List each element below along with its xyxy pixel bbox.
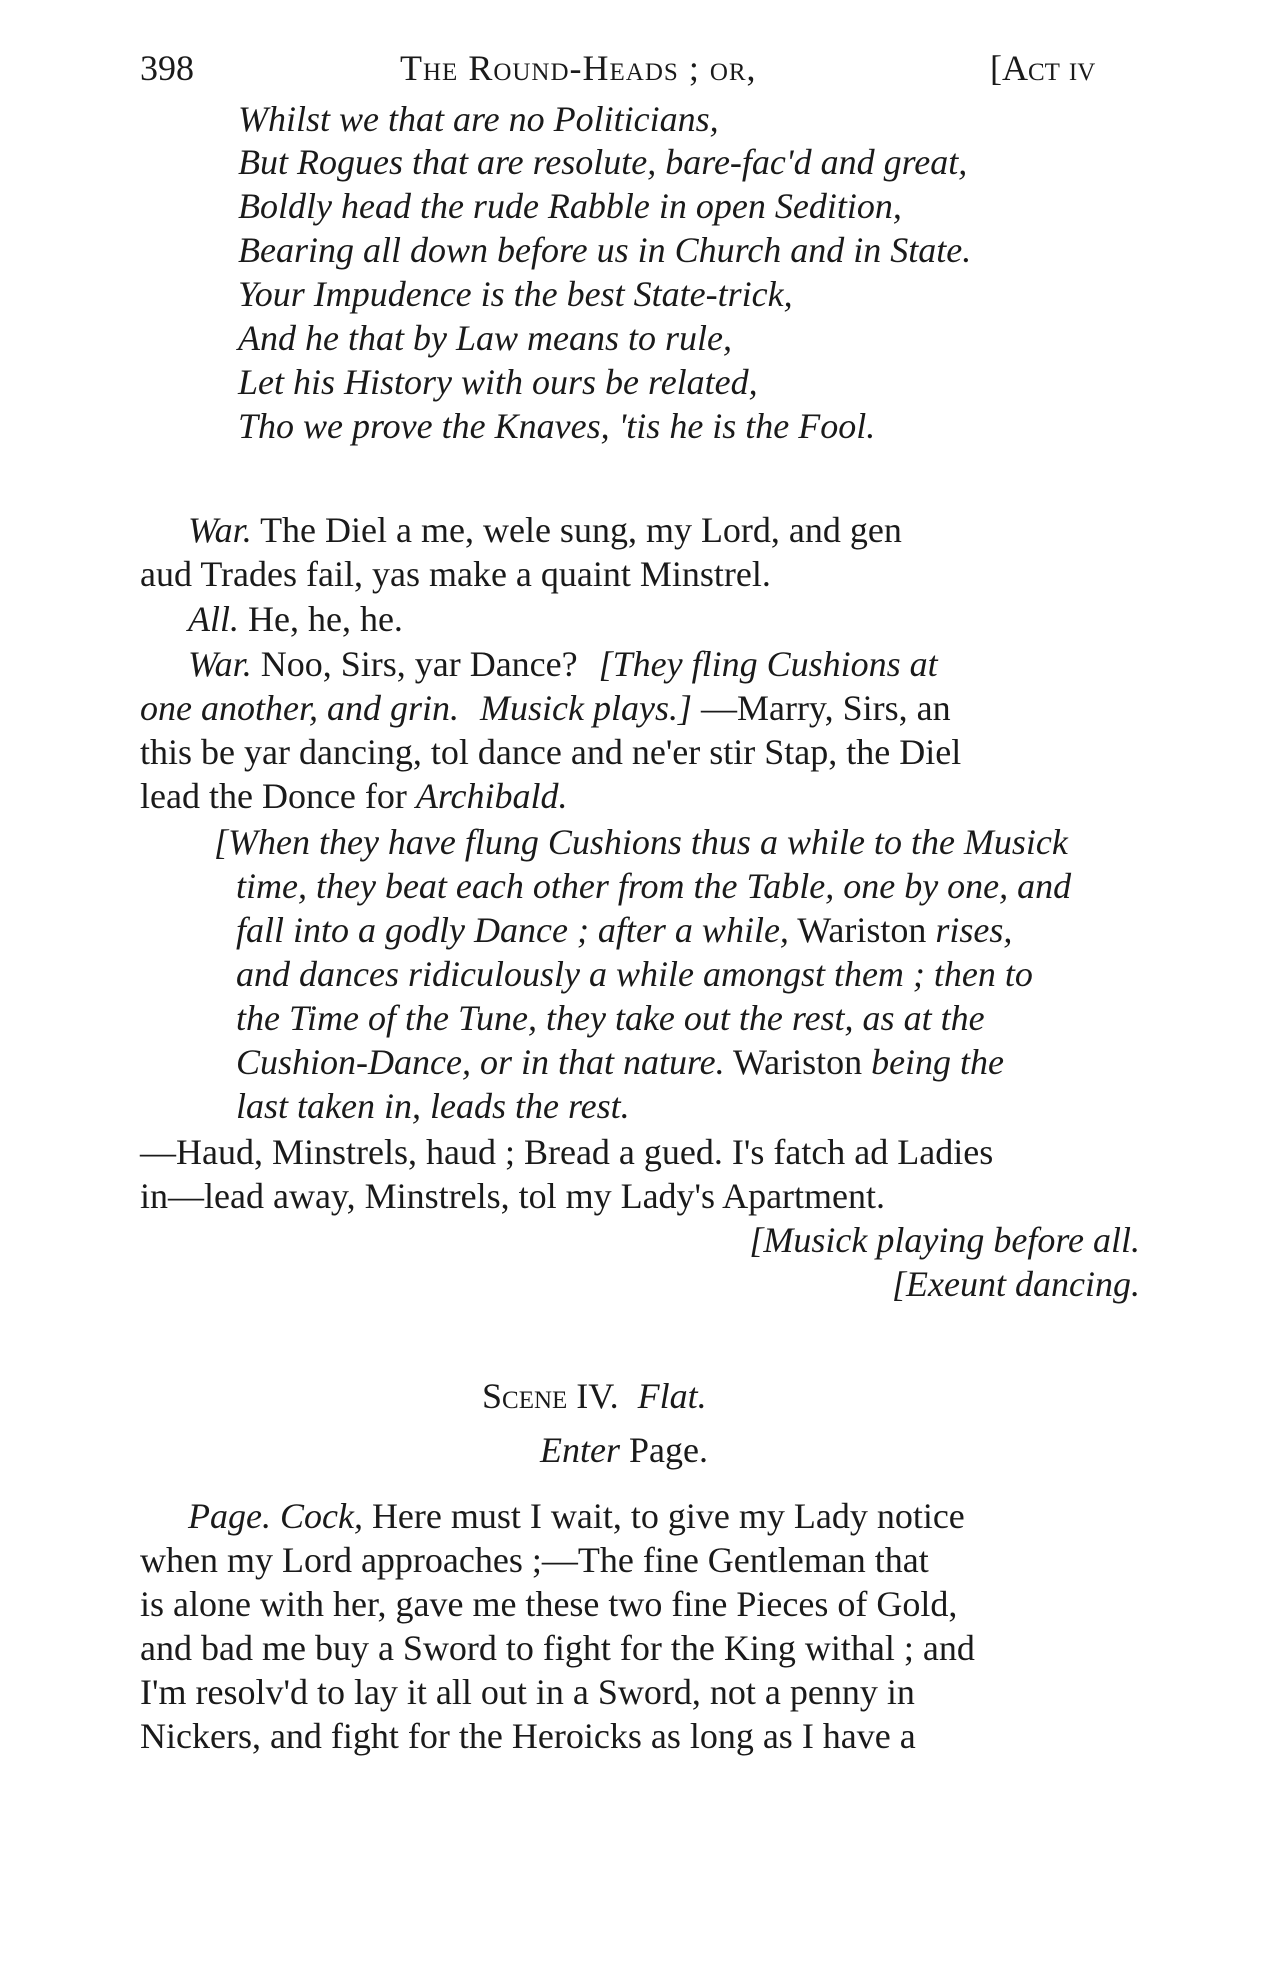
act-label: [Act iv	[990, 48, 1096, 88]
character-name: Wariston	[797, 910, 927, 950]
speaker-all: All.	[188, 599, 239, 639]
speech-text: this be yar dancing, tol dance and ne'er stir Stap, the Diel	[140, 732, 962, 772]
all-speech-line	[188, 597, 403, 641]
stage-direction: the Time of the Tune, they take out the rest, as at the	[236, 998, 985, 1038]
stage-direction: being the	[871, 1042, 1005, 1082]
song-line: But Rogues that are resolute, bare-fac'd and great,	[238, 142, 968, 182]
stage-direction: [They fling Cushions at	[598, 644, 938, 684]
stage-direction: and dances ridiculously a while amongst them ; then to	[236, 954, 1033, 994]
page-speech-line	[188, 1494, 965, 1538]
scene-location: Flat.	[637, 1376, 707, 1416]
song-line: Boldly head the rude Rabble in open Sedition,	[238, 186, 902, 226]
war-speech-line	[188, 508, 902, 552]
speaker-war: War.	[188, 644, 252, 684]
stage-direction: [Musick playing before all.	[749, 1220, 1140, 1260]
song-line: Whilst we that are no Politicians,	[238, 99, 719, 139]
speech-text: aud Trades fail, yas make a quaint Minstrel.	[140, 554, 771, 594]
character-name: Archibald.	[415, 776, 568, 816]
speech-text: is alone with her, gave me these two fine Pieces of Gold,	[140, 1584, 958, 1624]
scene-heading	[482, 1374, 707, 1418]
stage-direction: time, they beat each other from the Table, one by one, and	[236, 866, 1072, 906]
song-line: Let his History with ours be related,	[238, 362, 758, 402]
speech-text: He, he, he.	[248, 599, 403, 639]
speech-text: The Diel a me, wele sung, my Lord, and gen	[260, 510, 902, 550]
stage-direction: [Exeunt dancing.	[892, 1264, 1140, 1304]
character-name: Page.	[628, 1430, 708, 1470]
scene-number: Scene IV.	[482, 1376, 619, 1416]
war-speech-line	[188, 642, 938, 686]
speech-text: and bad me buy a Sword to fight for the King withal ; and	[140, 1628, 975, 1668]
stage-direction-line	[236, 908, 1012, 952]
stage-direction: fall into a godly Dance ; after a while,	[236, 910, 789, 950]
war-speech-line	[140, 774, 568, 818]
stage-direction: [When they have flung Cushions thus a while to the Musick	[214, 822, 1068, 862]
speech-text: I'm resolv'd to lay it all out in a Sword, not a penny in	[140, 1672, 915, 1712]
speech-text: in—lead away, Minstrels, tol my Lady's Apartment.	[140, 1176, 886, 1216]
song-line: Tho we prove the Knaves, 'tis he is the Fool.	[238, 406, 876, 446]
song-line: Your Impudence is the best State-trick,	[238, 274, 793, 314]
enter-label: Enter	[540, 1430, 620, 1470]
speech-text: lead the Donce for	[140, 776, 407, 816]
song-line: And he that by Law means to rule,	[238, 318, 732, 358]
stage-direction-line	[236, 1040, 1004, 1084]
speech-text: when my Lord approaches ;—The fine Gentleman that	[140, 1540, 929, 1580]
stage-direction: last taken in, leads the rest.	[236, 1086, 630, 1126]
speech-text: Noo, Sirs, yar Dance?	[260, 644, 578, 684]
entrance-line	[540, 1428, 708, 1472]
speech-text: Nickers, and fight for the Heroicks as long as I have a	[140, 1716, 916, 1756]
character-name: Wariston	[733, 1042, 863, 1082]
stage-direction: Musick plays.]	[480, 688, 692, 728]
war-speech-line	[140, 686, 951, 730]
speech-text: Here must I wait, to give my Lady notice	[371, 1496, 965, 1536]
speech-text: —Marry, Sirs, an	[700, 688, 951, 728]
stage-direction: Cushion-Dance, or in that nature.	[236, 1042, 725, 1082]
speaker-page: Page.	[188, 1496, 271, 1536]
speaker-war: War.	[188, 510, 252, 550]
running-title: The Round-Heads ; or,	[400, 48, 757, 88]
song-line: Bearing all down before us in Church and in State.	[238, 230, 972, 270]
page-number: 398	[140, 48, 194, 88]
stage-direction: rises,	[935, 910, 1013, 950]
stage-direction: one another, and grin.	[140, 688, 459, 728]
speech-text: —Haud, Minstrels, haud ; Bread a gued. I's fatch ad Ladies	[140, 1132, 994, 1172]
aside: Cock,	[279, 1496, 363, 1536]
